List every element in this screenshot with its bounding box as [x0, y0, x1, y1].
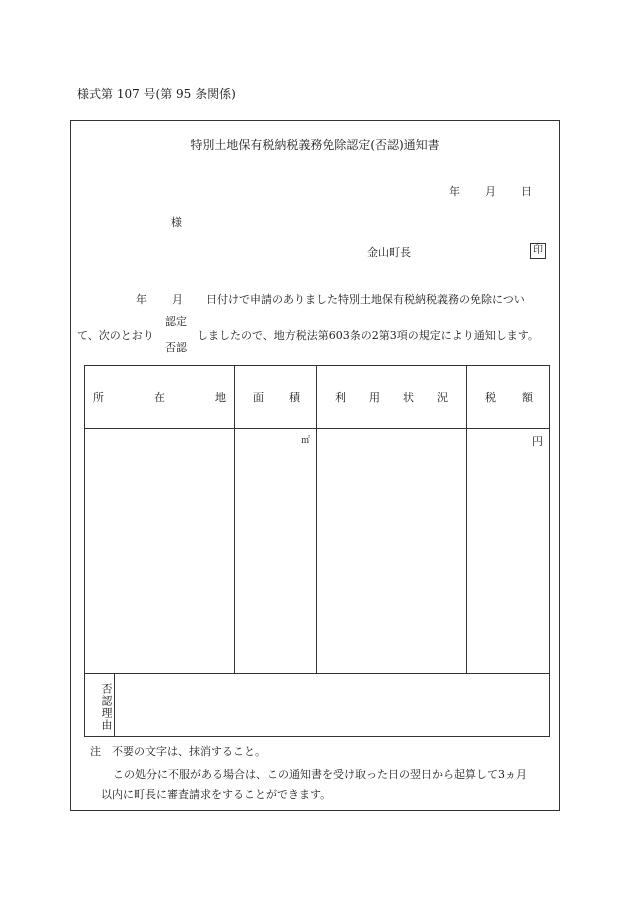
header-usage-char: 用: [369, 391, 380, 404]
tax-cell: [467, 429, 550, 674]
reason-cell: [115, 674, 550, 737]
header-tax: [467, 366, 550, 429]
form-number: 様式第 107 号(第 95 条関係): [77, 87, 236, 101]
option-deny: 否認: [165, 341, 187, 354]
note-line2: この処分に不服がある場合は、この通知書を受け取った日の翌日から起算して3ヵ月: [113, 768, 527, 781]
body-year: 年: [136, 293, 147, 306]
usage-cell: [317, 429, 467, 674]
reason-label: 否認理由: [85, 674, 115, 737]
land-table: [84, 365, 550, 737]
note-line3: 以内に町長に審査請求をすることができます。: [101, 788, 332, 801]
area-unit: ㎡: [300, 436, 310, 446]
note-line1: 注 不要の文字は、抹消すること。: [90, 745, 266, 758]
issuer-name: 金山町長: [367, 246, 411, 259]
header-location-char: 在: [154, 391, 165, 404]
table-body-row: [85, 429, 550, 674]
option-approve: 認定: [165, 315, 187, 328]
header-usage-char: 状: [403, 391, 414, 404]
header-location: [85, 366, 235, 429]
header-usage: [317, 366, 467, 429]
date-year: 年: [449, 185, 460, 198]
body-line1: 日付けで申請のありました特別土地保有税納税義務の免除につい: [206, 293, 525, 306]
table-header-row: [85, 366, 550, 429]
body-line2-suffix: しましたので、地方税法第603条の2第3項の規定により通知します。: [197, 329, 539, 342]
seal-mark: 印: [530, 243, 546, 259]
date-month: 月: [485, 185, 496, 198]
area-cell: [235, 429, 317, 674]
header-location-char: 所: [93, 391, 104, 404]
body-month: 月: [172, 293, 183, 306]
document-title: 特別土地保有税納税義務免除認定(否認)通知書: [190, 138, 440, 152]
location-cell: [85, 429, 235, 674]
header-area-char: 積: [289, 391, 300, 404]
header-tax-char: 額: [522, 391, 533, 404]
addressee-suffix: 様: [171, 216, 182, 229]
tax-unit: 円: [532, 435, 543, 448]
header-area: [235, 366, 317, 429]
header-tax-char: 税: [485, 391, 496, 404]
header-usage-char: 況: [437, 391, 448, 404]
date-day: 日: [521, 185, 532, 198]
header-usage-char: 利: [335, 391, 346, 404]
body-line2-prefix: て、次のとおり: [77, 329, 154, 342]
header-location-char: 地: [215, 391, 226, 404]
header-area-char: 面: [253, 391, 264, 404]
reason-row: [85, 674, 550, 737]
